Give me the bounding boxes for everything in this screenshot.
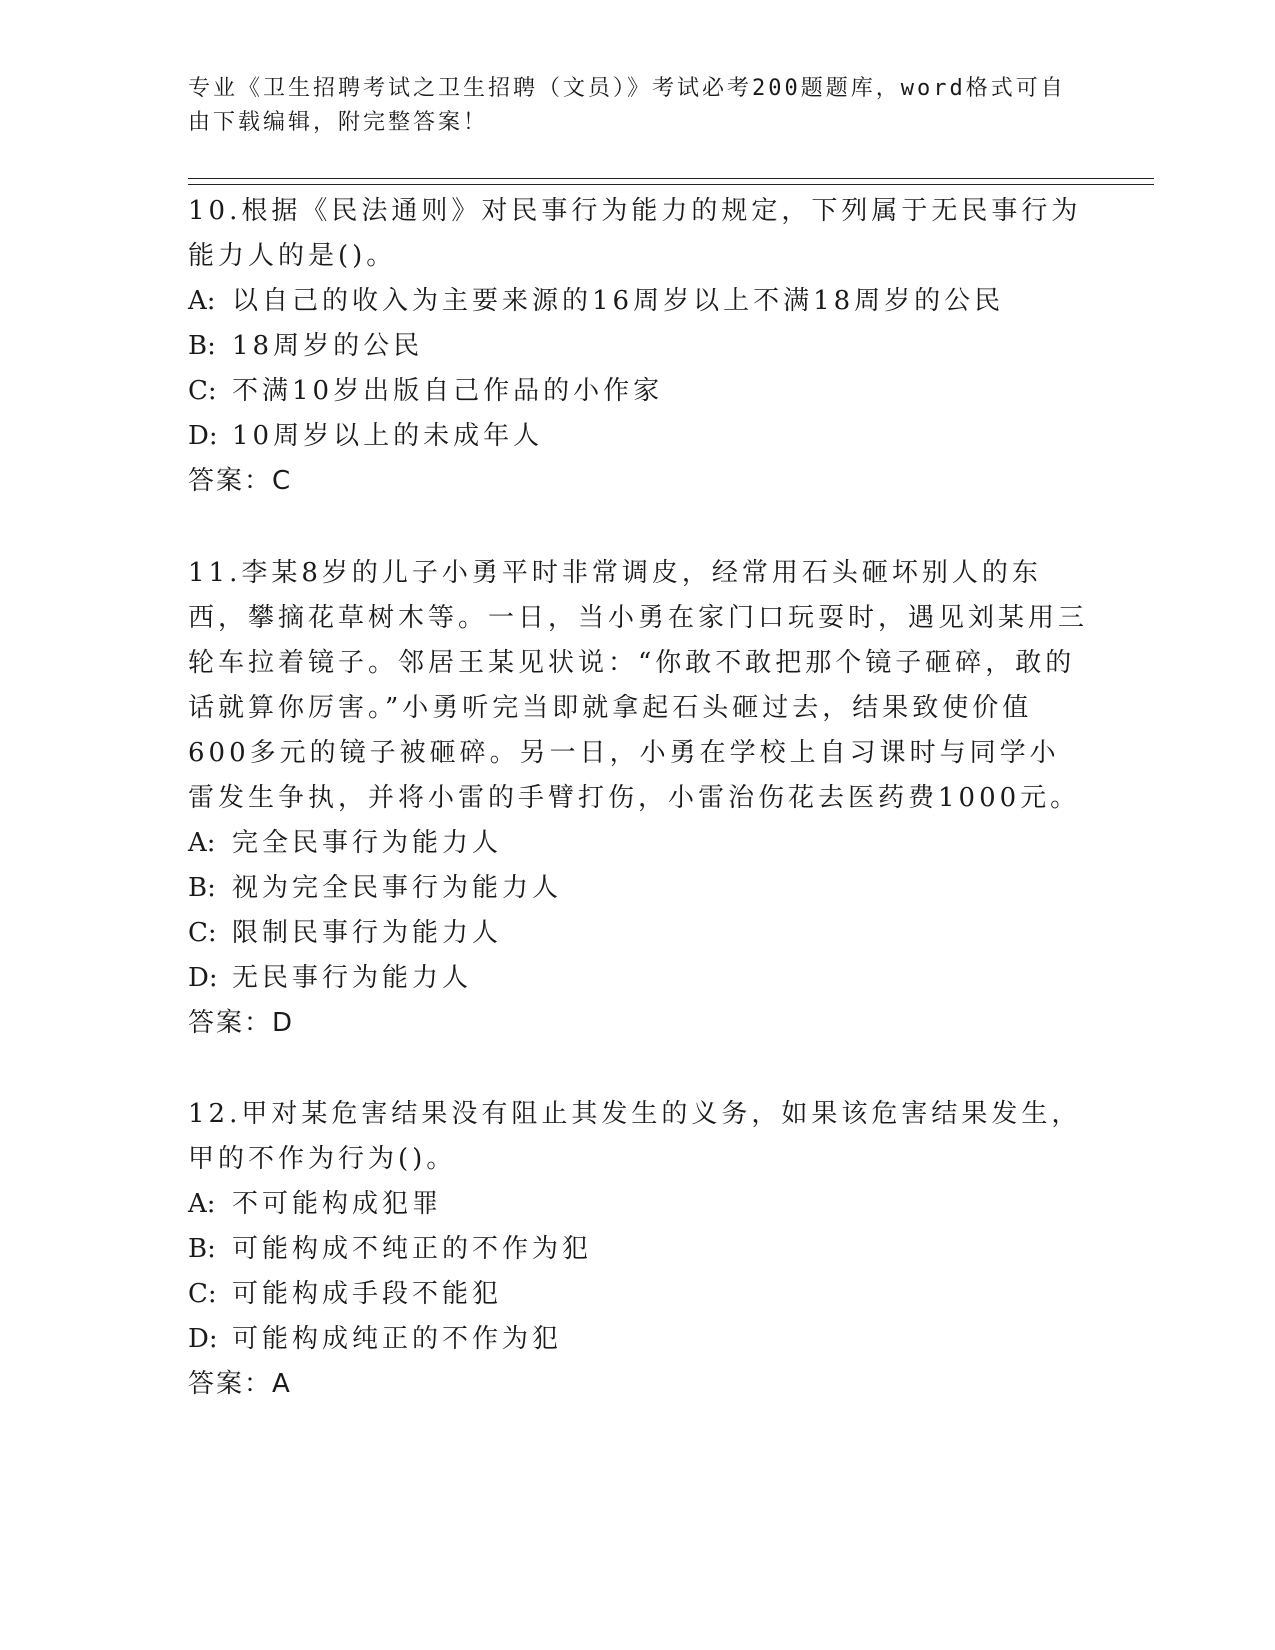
- option-key: C:: [188, 1279, 217, 1309]
- option-c: [188, 369, 1088, 414]
- option-text: 视为完全民事行为能力人: [232, 873, 563, 903]
- option-d: [188, 414, 1088, 459]
- option-b: [188, 866, 1088, 911]
- option-text: 不满10岁出版自己作品的小作家: [232, 376, 664, 406]
- option-key: C:: [188, 918, 217, 948]
- option-b: [188, 324, 1088, 369]
- option-key: C:: [188, 376, 217, 406]
- option-key: B:: [188, 331, 216, 361]
- option-key: B:: [188, 1234, 216, 1264]
- option-key: D:: [188, 963, 218, 993]
- option-text: 10周岁以上的未成年人: [232, 421, 544, 451]
- option-c: [188, 911, 1088, 956]
- option-text: 可能构成纯正的不作为犯: [232, 1324, 563, 1354]
- option-a: [188, 279, 1088, 324]
- option-text: 以自己的收入为主要来源的16周岁以上不满18周岁的公民: [232, 286, 1005, 316]
- option-text: 18周岁的公民: [232, 331, 424, 361]
- header-divider-top: [188, 178, 1154, 179]
- question-10: [188, 189, 1088, 504]
- answer-line: 答案：A: [188, 1369, 292, 1399]
- option-a: [188, 821, 1088, 866]
- option-text: 限制民事行为能力人: [232, 918, 503, 948]
- header-divider-bottom: [188, 184, 1154, 185]
- option-text: 可能构成不纯正的不作为犯: [232, 1234, 593, 1264]
- question-12: [188, 1092, 1088, 1407]
- option-key: A:: [188, 828, 216, 858]
- option-text: 完全民事行为能力人: [232, 828, 503, 858]
- question-stem: 10.根据《民法通则》对民事行为能力的规定，下列属于无民事行为能力人的是()。: [188, 196, 1082, 271]
- option-key: B:: [188, 873, 216, 903]
- option-a: [188, 1182, 1088, 1227]
- option-text: 可能构成手段不能犯: [232, 1279, 503, 1309]
- option-b: [188, 1227, 1088, 1272]
- option-text: 不可能构成犯罪: [232, 1189, 443, 1219]
- option-d: [188, 956, 1088, 1001]
- question-11: [188, 551, 1088, 1046]
- option-key: D:: [188, 421, 218, 451]
- option-key: A:: [188, 286, 216, 316]
- question-stem: 11.李某8岁的儿子小勇平时非常调皮，经常用石头砸坏别人的东西，攀摘花草树木等。一日，当小勇在家门口玩耍时，遇见刘某用三轮车拉着镜子。邻居王某见状说：“你敢不敢把那个镜子砸碎，敢的话就算你厉害。”小勇听完当即就拿起石头砸过去，结果致使价值600多元的镜子被砸碎。另一日，小勇在学校上自习课时与同学小雷发生争执，并将小雷的手臂打伤，小雷治伤花去医药费1000元。: [188, 558, 1089, 813]
- answer-line: 答案：C: [188, 466, 293, 496]
- header-title: 专业《卫生招聘考试之卫生招聘（文员）》考试必考200题题库，word格式可自由下载编辑，附完整答案！: [188, 76, 1066, 135]
- option-key: D:: [188, 1324, 218, 1354]
- option-d: [188, 1317, 1088, 1362]
- option-text: 无民事行为能力人: [232, 963, 473, 993]
- option-c: [188, 1272, 1088, 1317]
- answer-line: 答案：D: [188, 1008, 295, 1038]
- document-header: [188, 72, 1068, 140]
- question-stem: 12.甲对某危害结果没有阻止其发生的义务，如果该危害结果发生，甲的不作为行为()。: [188, 1099, 1082, 1174]
- option-key: A:: [188, 1189, 216, 1219]
